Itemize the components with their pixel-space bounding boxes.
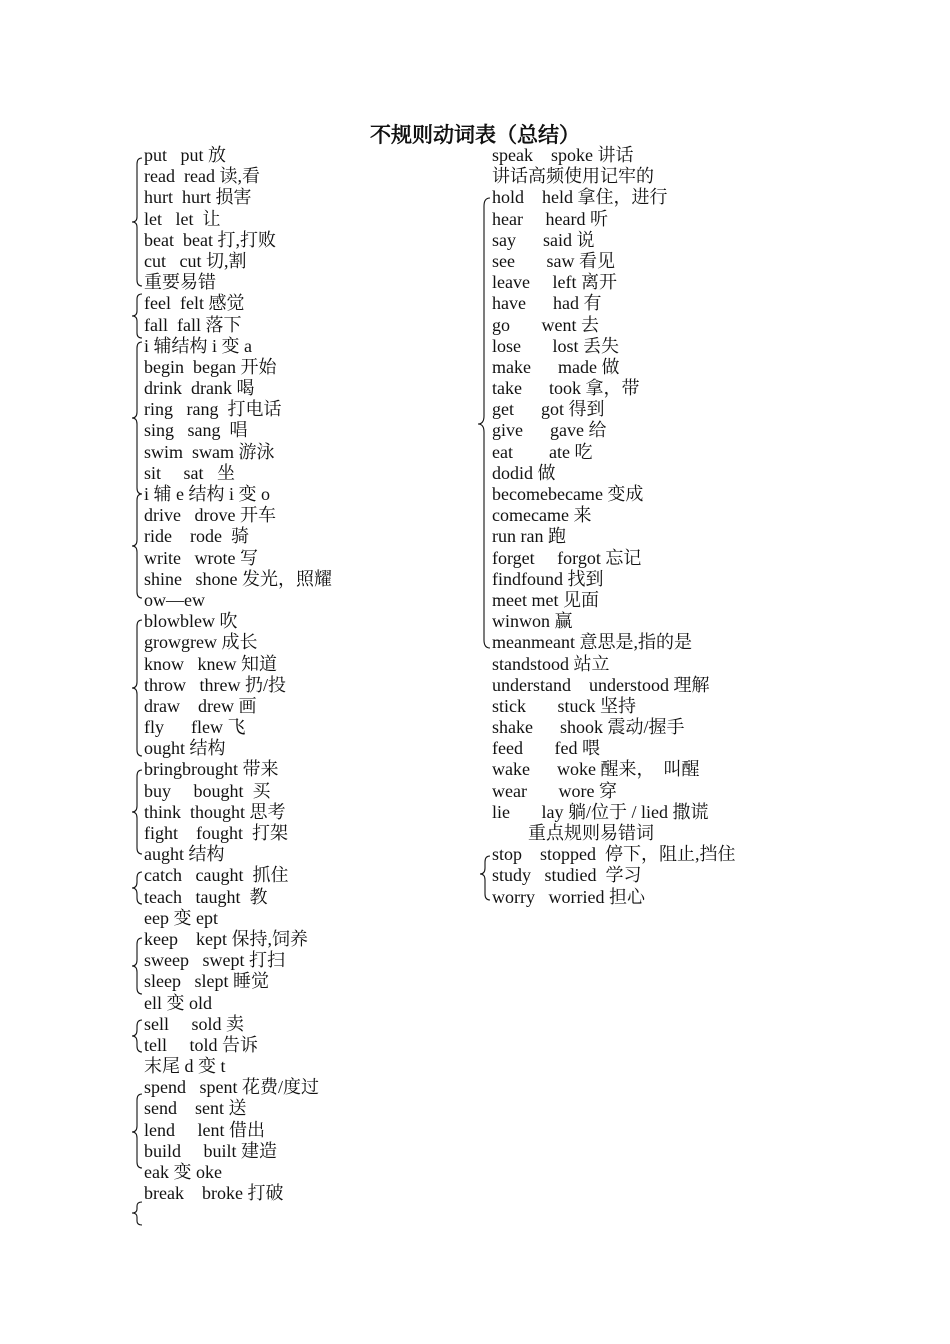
group-heading: eep 变 ept — [144, 907, 218, 928]
verb-line: study studied 学习 — [492, 865, 642, 886]
verb-line: becomebecame 变成 — [492, 484, 644, 504]
verb-line: bringbrought 带来 — [144, 759, 279, 780]
verb-line: go went 去 — [492, 314, 599, 335]
left-brace — [132, 1020, 142, 1052]
verb-line: run ran 跑 — [492, 526, 566, 547]
verb-line: take took 拿，带 — [492, 378, 640, 399]
verb-line: sing sang 唱 — [144, 420, 248, 441]
verb-line: lose lost 丢失 — [492, 335, 620, 356]
verb-line: wear wore 穿 — [492, 780, 617, 801]
verb-line: break broke 打破 — [144, 1183, 284, 1204]
group-heading: aught 结构 — [144, 844, 225, 865]
verb-line: winwon 赢 — [492, 611, 573, 632]
verb-line: ride rode 骑 — [144, 526, 249, 547]
verb-line: build built 建造 — [144, 1140, 278, 1161]
verb-line: blowblew 吹 — [144, 611, 238, 632]
verb-line: drive drove 开车 — [144, 505, 276, 526]
left-brace — [132, 938, 142, 994]
group-heading: 末尾 d 变 t — [144, 1056, 226, 1077]
group-heading: i 辅 e 结构 i 变 o — [144, 484, 270, 504]
verb-line: feel felt 感觉 — [144, 293, 245, 314]
verb-line: put put 放 — [144, 145, 227, 165]
verb-line: teach taught 教 — [144, 886, 268, 907]
verb-line: sit sat 坐 — [144, 462, 236, 483]
verb-line: dodid 做 — [492, 462, 556, 483]
verb-line: sweep swept 打扫 — [144, 950, 285, 971]
verb-line: lend lent 借出 — [144, 1119, 265, 1140]
left-brace — [132, 294, 142, 338]
verb-line: give gave 给 — [492, 420, 607, 441]
verb-line: beat beat 打,打败 — [144, 229, 276, 250]
verb-line: read read 读,看 — [144, 166, 260, 187]
left-brace — [132, 494, 142, 598]
verb-line: findfound 找到 — [492, 568, 604, 589]
verb-line: spend spent 花费/度过 — [144, 1077, 319, 1098]
group-heading: eak 变 oke — [144, 1162, 222, 1182]
verb-line: send sent 送 — [144, 1098, 247, 1119]
verb-line: know knew 知道 — [144, 653, 277, 674]
left-brace — [132, 872, 142, 904]
verb-line: write wrote 写 — [144, 547, 258, 568]
left-brace — [132, 770, 142, 854]
verb-line: fall fall 落下 — [144, 314, 242, 335]
verb-line: buy bought 买 — [144, 780, 271, 801]
verb-line: make made 做 — [492, 356, 620, 377]
left-verb-column — [144, 145, 474, 1204]
right-verb-column — [492, 145, 912, 908]
verb-line: fly flew 飞 — [144, 717, 246, 738]
verb-line: meanmeant 意思是,指的是 — [492, 632, 692, 653]
verb-line: forget forgot 忘记 — [492, 547, 642, 568]
left-brace — [132, 1094, 142, 1168]
verb-line: stick stuck 坚持 — [492, 695, 636, 716]
right-brace — [480, 856, 490, 900]
group-heading: ell 变 old — [144, 992, 212, 1013]
verb-line: let let 让 — [144, 208, 221, 229]
left-brace — [132, 158, 142, 286]
group-heading: ought 结构 — [144, 738, 226, 759]
verb-line: shake shook 震动/握手 — [492, 717, 685, 738]
verb-line: fight fought 打架 — [144, 823, 288, 843]
verb-line: standstood 站立 — [492, 653, 610, 674]
verb-line: speak spoke 讲话 — [492, 145, 634, 165]
verb-line: meet met 见面 — [492, 589, 599, 610]
group-heading: 重点规则易错词 — [528, 823, 654, 843]
group-heading: 重要易错 — [144, 272, 216, 293]
verb-line: tell told 告诉 — [144, 1034, 258, 1055]
verb-line: say said 说 — [492, 229, 595, 250]
verb-line: feed fed 喂 — [492, 738, 600, 759]
verb-line: catch caught 抓住 — [144, 865, 289, 886]
verb-line: hear heard 听 — [492, 208, 608, 229]
group-heading: i 辅结构 i 变 a — [144, 335, 252, 356]
verb-line: get got 得到 — [492, 399, 605, 420]
verb-line: shine shone 发光，照耀 — [144, 568, 332, 589]
page-title: 不规则动词表（总结） — [370, 123, 580, 147]
verb-line: wake woke 醒来， 叫醒 — [492, 759, 700, 780]
verb-line: have had 有 — [492, 293, 602, 314]
verb-line: draw drew 画 — [144, 695, 257, 716]
verb-line: keep kept 保持,饲养 — [144, 928, 308, 949]
verb-line: cut cut 切,割 — [144, 250, 247, 271]
verb-line: growgrew 成长 — [144, 632, 258, 653]
verb-line: eat ate 吃 — [492, 441, 593, 462]
verb-line: drink drank 喝 — [144, 378, 255, 399]
verb-line: lie lay 躺/位于 / lied 撒谎 — [492, 801, 709, 822]
verb-line: comecame 来 — [492, 505, 592, 526]
verb-line: stop stopped 停下，阻止,挡住 — [492, 844, 736, 865]
verb-line: hurt hurt 损害 — [144, 187, 252, 208]
verb-line: understand understood 理解 — [492, 674, 710, 695]
group-heading: 讲话高频使用记牢的 — [492, 166, 654, 187]
verb-line: throw threw 扔/投 — [144, 674, 286, 695]
verb-line: worry worried 担心 — [492, 886, 645, 907]
left-brace — [132, 620, 142, 756]
verb-line: hold held 拿住，进行 — [492, 187, 668, 208]
verb-line: ring rang 打电话 — [144, 399, 282, 420]
verb-line: begin began 开始 — [144, 356, 277, 377]
group-heading: ow—ew — [144, 589, 205, 610]
verb-line: see saw 看见 — [492, 250, 615, 271]
verb-line: sleep slept 睡觉 — [144, 971, 269, 992]
right-brace — [478, 198, 490, 648]
verb-line: think thought 思考 — [144, 801, 286, 822]
left-brace — [132, 1202, 142, 1225]
verb-line: swim swam 游泳 — [144, 441, 275, 462]
verb-line: leave left 离开 — [492, 272, 617, 293]
left-brace — [132, 342, 142, 494]
verb-line: sell sold 卖 — [144, 1013, 245, 1034]
